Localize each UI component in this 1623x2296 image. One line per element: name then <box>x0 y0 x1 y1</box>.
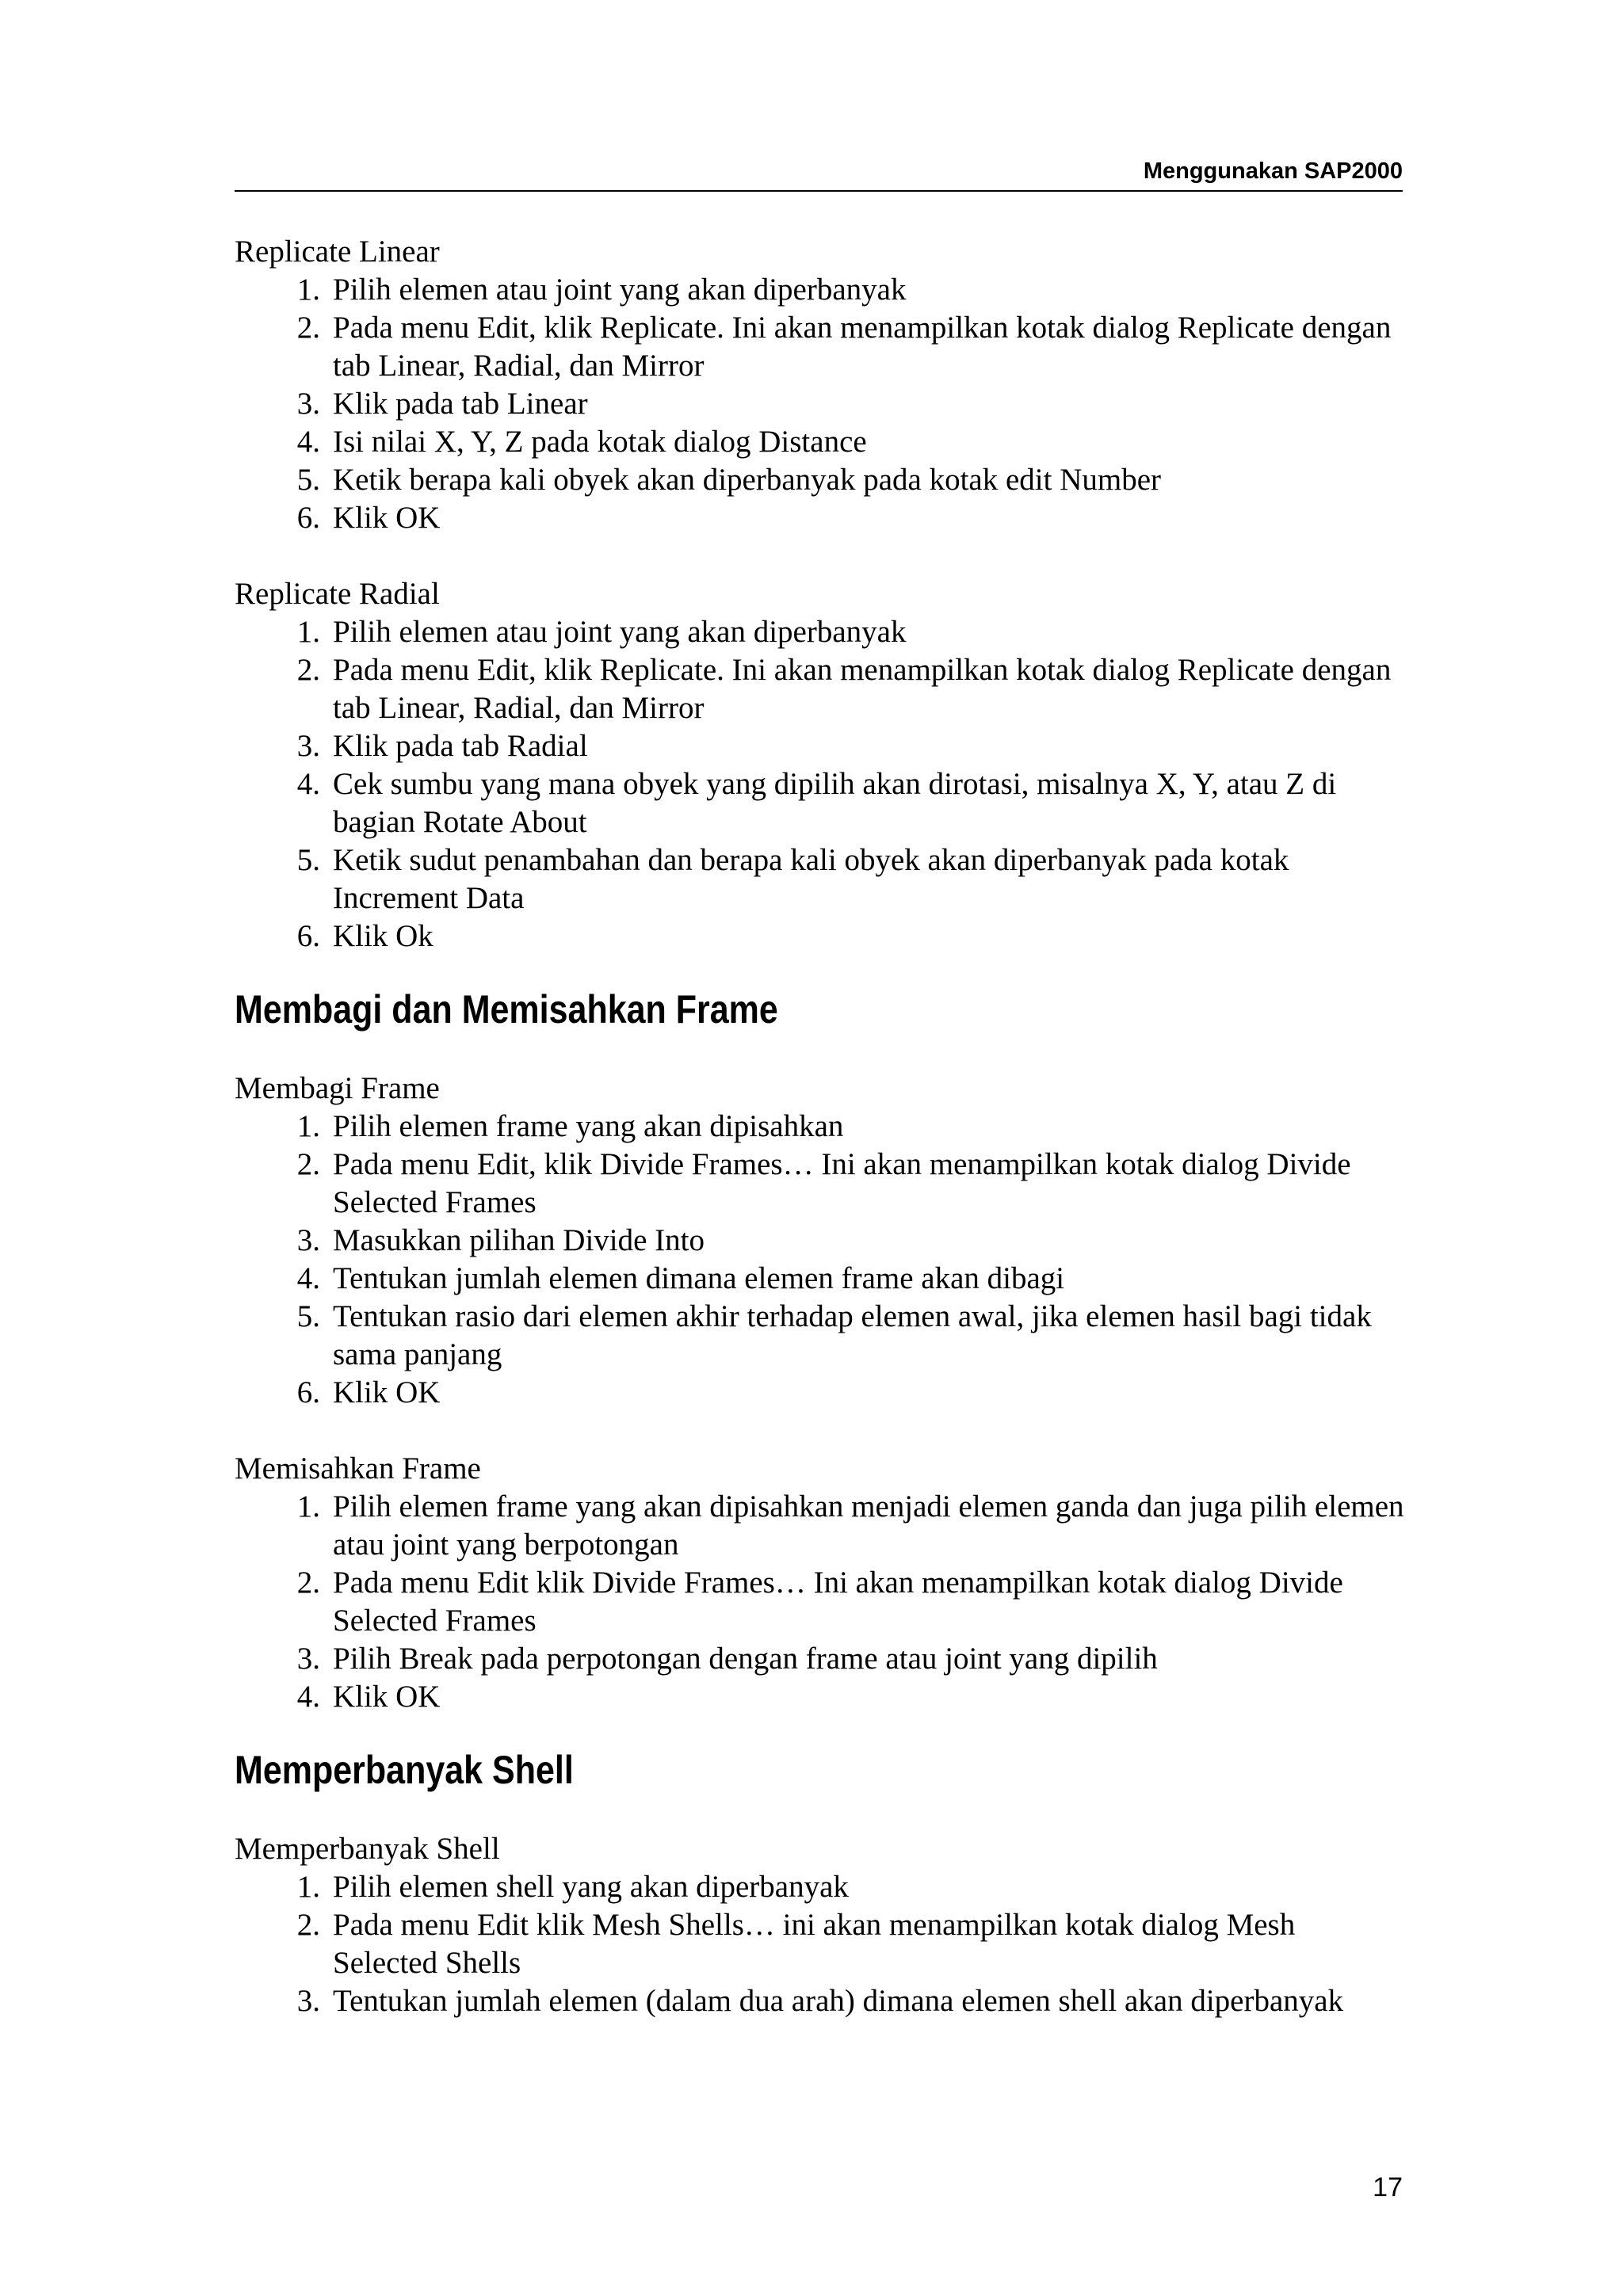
step-text: Isi nilai X, Y, Z pada kotak dialog Distance <box>333 425 867 459</box>
step-text: Klik OK <box>333 1375 441 1409</box>
step-number: 3. <box>296 1223 320 1257</box>
list-item <box>235 613 1407 651</box>
step-text: Klik pada tab Linear <box>333 387 588 421</box>
list-item <box>235 651 1407 727</box>
page-content <box>235 233 1407 2020</box>
list-item <box>235 727 1407 765</box>
step-number: 3. <box>296 387 320 421</box>
list-item <box>235 1488 1407 1564</box>
step-text: Tentukan rasio dari elemen akhir terhadap elemen awal, jika elemen hasil bagi tidak sama panjang <box>333 1299 1372 1371</box>
step-number: 2. <box>296 311 320 345</box>
list-item <box>235 461 1407 499</box>
spacer <box>235 1716 1407 1746</box>
step-number: 4. <box>296 767 320 801</box>
step-text: Klik Ok <box>333 919 433 953</box>
page-number: 17 <box>1373 2172 1403 2203</box>
list-item <box>235 765 1407 841</box>
list-item <box>235 1678 1407 1716</box>
step-number: 6. <box>296 501 320 535</box>
step-number: 4. <box>296 1261 320 1295</box>
step-text: Pilih elemen atau joint yang akan diperbanyak <box>333 273 907 307</box>
spacer <box>235 1412 1407 1450</box>
step-text: Klik OK <box>333 1680 441 1714</box>
spacer <box>235 955 1407 986</box>
step-number: 4. <box>296 425 320 459</box>
step-number: 5. <box>296 463 320 497</box>
step-number: 2. <box>296 653 320 687</box>
step-text: Masukkan pilihan Divide Into <box>333 1223 705 1257</box>
list-item <box>235 1906 1407 1982</box>
step-text: Klik OK <box>333 501 441 535</box>
step-text: Pada menu Edit klik Divide Frames… Ini akan menampilkan kotak dialog Divide Selected Frames <box>333 1566 1343 1638</box>
list-item <box>235 1222 1407 1260</box>
step-number: 6. <box>296 1375 320 1409</box>
memisahkan-frame-title: Memisahkan Frame <box>235 1451 481 1486</box>
step-text: Cek sumbu yang mana obyek yang dipilih akan dirotasi, misalnya X, Y, atau Z di bagian Rotate About <box>333 767 1337 839</box>
membagi-frame-steps <box>235 1108 1407 1412</box>
list-item <box>235 917 1407 955</box>
step-text: Klik pada tab Radial <box>333 729 588 763</box>
replicate-radial-steps <box>235 613 1407 955</box>
step-number: 5. <box>296 1299 320 1333</box>
step-number: 1. <box>296 1489 320 1524</box>
list-item <box>235 1374 1407 1412</box>
step-number: 6. <box>296 919 320 953</box>
replicate-radial-title: Replicate Radial <box>235 577 440 611</box>
memperbanyak-shell-steps <box>235 1868 1407 2020</box>
memperbanyak-shell-title: Memperbanyak Shell <box>235 1832 500 1866</box>
section-heading-shell: Memperbanyak Shell <box>235 1748 574 1792</box>
list-item <box>235 1146 1407 1222</box>
step-text: Ketik berapa kali obyek akan diperbanyak pada kotak edit Number <box>333 463 1162 497</box>
step-number: 1. <box>296 615 320 649</box>
step-number: 2. <box>296 1147 320 1181</box>
section-heading-membagi: Membagi dan Memisahkan Frame <box>235 987 778 1032</box>
step-number: 1. <box>296 273 320 307</box>
step-number: 1. <box>296 1109 320 1143</box>
spacer <box>235 1794 1407 1830</box>
step-text: Pada menu Edit klik Mesh Shells… ini akan menampilkan kotak dialog Mesh Selected Shells <box>333 1908 1296 1980</box>
list-item <box>235 841 1407 917</box>
step-number: 5. <box>296 843 320 877</box>
step-number: 3. <box>296 1642 320 1676</box>
step-number: 1. <box>296 1870 320 1904</box>
list-item <box>235 1108 1407 1146</box>
list-item <box>235 271 1407 309</box>
step-text: Pilih elemen frame yang akan dipisahkan <box>333 1109 844 1143</box>
step-number: 2. <box>296 1908 320 1942</box>
step-number: 2. <box>296 1566 320 1600</box>
spacer <box>235 1033 1407 1070</box>
step-text: Pada menu Edit, klik Divide Frames… Ini akan menampilkan kotak dialog Divide Selected Frames <box>333 1147 1351 1219</box>
step-text: Pada menu Edit, klik Replicate. Ini akan menampilkan kotak dialog Replicate dengan tab Linear, Radial, dan Mirror <box>333 653 1392 725</box>
step-text: Pilih elemen frame yang akan dipisahkan menjadi elemen ganda dan juga pilih elemen atau joint yang berpotongan <box>333 1489 1404 1562</box>
list-item <box>235 1868 1407 1906</box>
step-text: Tentukan jumlah elemen (dalam dua arah) dimana elemen shell akan diperbanyak <box>333 1984 1344 2018</box>
step-text: Ketik sudut penambahan dan berapa kali obyek akan diperbanyak pada kotak Increment Data <box>333 843 1289 915</box>
list-item <box>235 423 1407 461</box>
step-number: 4. <box>296 1680 320 1714</box>
list-item <box>235 309 1407 385</box>
step-text: Pilih elemen shell yang akan diperbanyak <box>333 1870 849 1904</box>
step-number: 3. <box>296 1984 320 2018</box>
step-text: Pilih Break pada perpotongan dengan frame atau joint yang dipilih <box>333 1642 1158 1676</box>
list-item <box>235 1640 1407 1678</box>
list-item <box>235 499 1407 537</box>
list-item <box>235 1982 1407 2020</box>
replicate-linear-title: Replicate Linear <box>235 235 440 269</box>
spacer <box>235 537 1407 575</box>
list-item <box>235 1298 1407 1374</box>
memisahkan-frame-steps <box>235 1488 1407 1716</box>
list-item <box>235 385 1407 423</box>
step-text: Pilih elemen atau joint yang akan diperbanyak <box>333 615 907 649</box>
page-header <box>235 155 1403 192</box>
list-item <box>235 1564 1407 1640</box>
membagi-frame-title: Membagi Frame <box>235 1071 440 1105</box>
step-text: Tentukan jumlah elemen dimana elemen frame akan dibagi <box>333 1261 1065 1295</box>
running-header-title: Menggunakan SAP2000 <box>1143 158 1403 184</box>
list-item <box>235 1260 1407 1298</box>
step-number: 3. <box>296 729 320 763</box>
step-text: Pada menu Edit, klik Replicate. Ini akan menampilkan kotak dialog Replicate dengan tab Linear, Radial, dan Mirror <box>333 311 1392 383</box>
replicate-linear-steps <box>235 271 1407 537</box>
